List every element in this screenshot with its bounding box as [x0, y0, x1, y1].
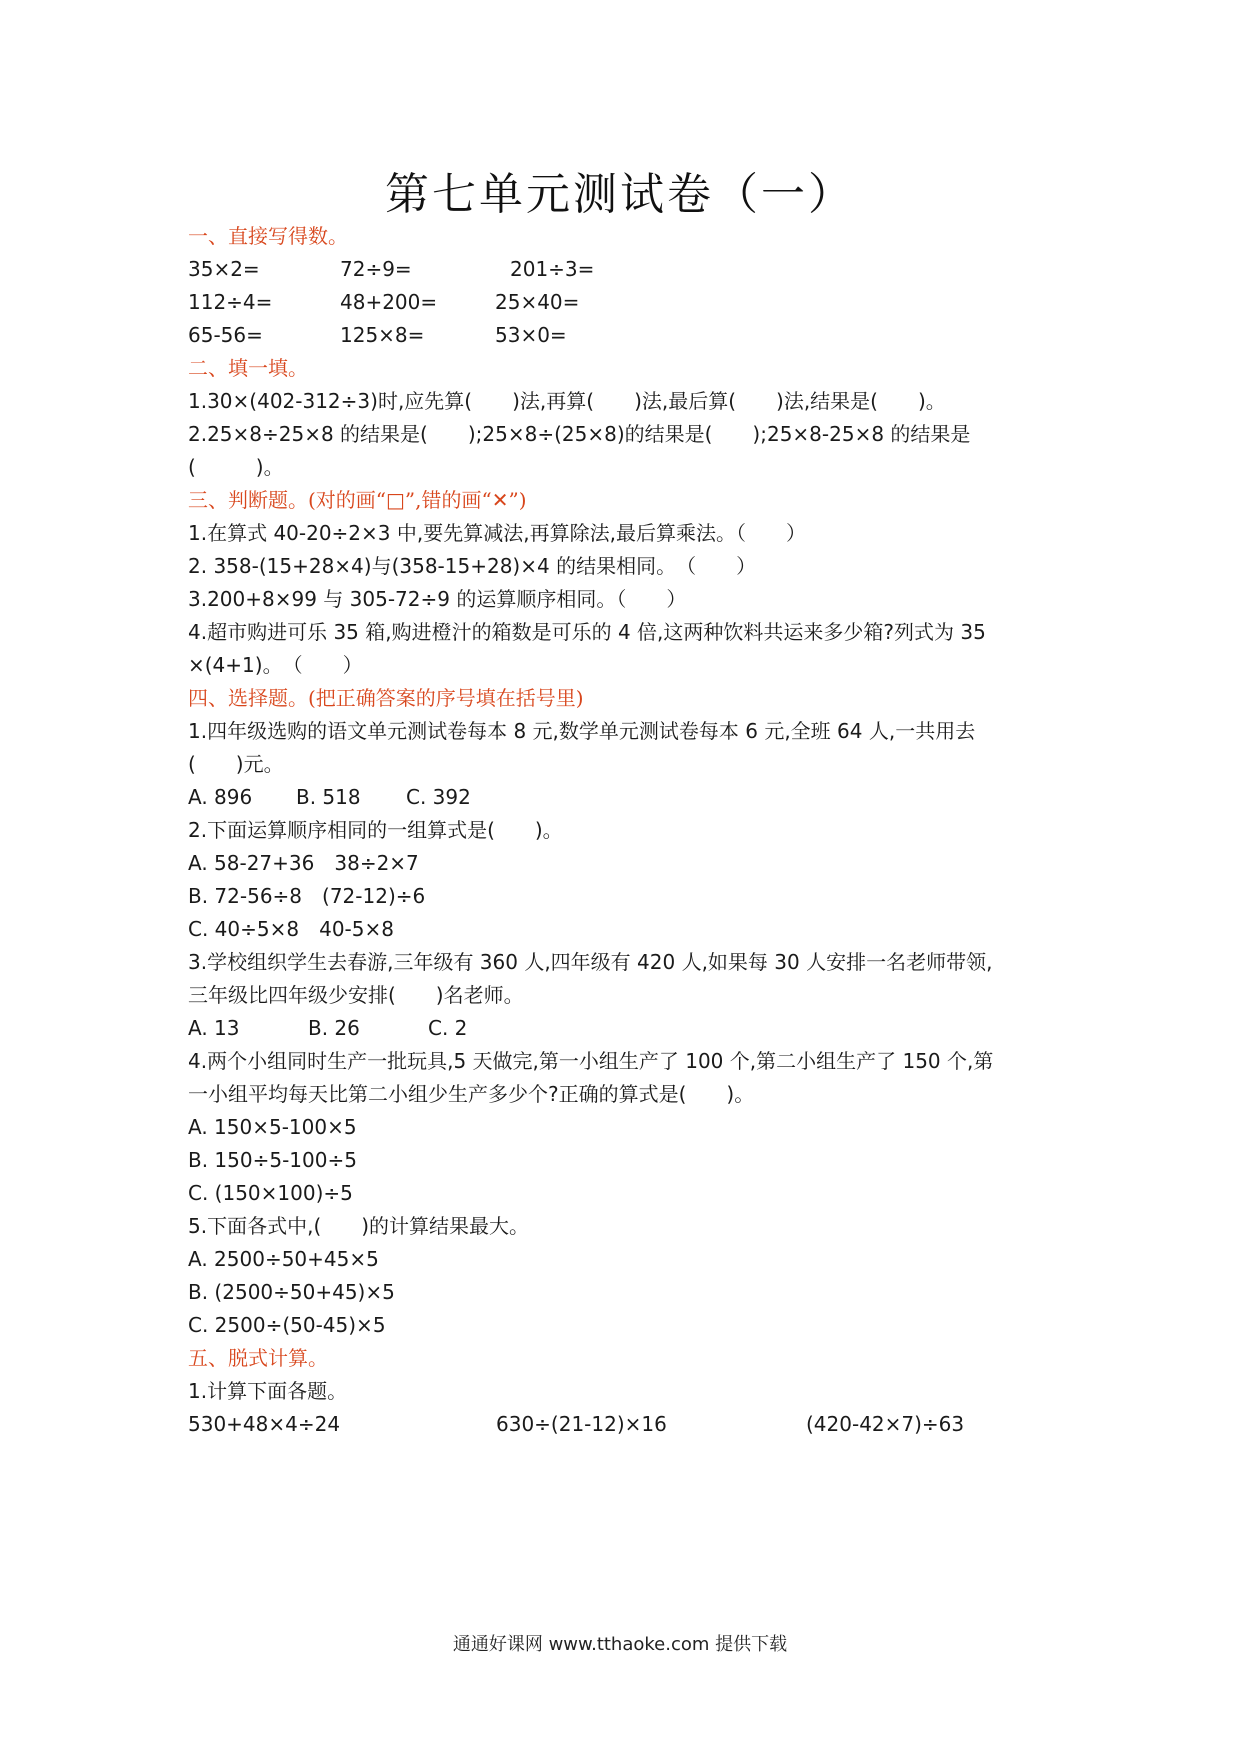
choice-option: C. 40÷5×8 40-5×8	[188, 917, 394, 941]
choice-option: B. 518	[296, 785, 361, 809]
oral-item: 53×0=	[495, 323, 567, 347]
judge-question-cont: ×(4+1)。 （ ）	[188, 653, 363, 677]
choice-option: B. 150÷5-100÷5	[188, 1148, 357, 1172]
fill-question: 2.25×8÷25×8 的结果是( );25×8÷(25×8)的结果是( );25×8-25×8 的结果是	[188, 422, 971, 446]
section-3-heading: 三、判断题。(对的画“□”,错的画“✕”)	[188, 488, 527, 512]
choice-option: B. (2500÷50+45)×5	[188, 1280, 395, 1304]
oral-row	[188, 319, 1068, 352]
fill-question-cont: ( )。	[188, 455, 284, 479]
choice-question: 5.下面各式中,( )的计算结果最大。	[188, 1214, 530, 1238]
calc-instruction: 1.计算下面各题。	[188, 1379, 348, 1403]
choice-options	[188, 781, 1068, 814]
judge-question: 3.200+8×99 与 305-72÷9 的运算顺序相同。（ ）	[188, 587, 687, 611]
calc-expression: 530+48×4÷24	[188, 1412, 341, 1436]
calc-row	[188, 1408, 1068, 1441]
oral-item: 48+200=	[340, 290, 438, 314]
exam-content	[188, 220, 1068, 1441]
choice-option: C. 2500÷(50-45)×5	[188, 1313, 386, 1337]
choice-question: 4.两个小组同时生产一批玩具,5 天做完,第一小组生产了 100 个,第二小组生产了 150 个,第	[188, 1049, 994, 1073]
judge-question: 2. 358-(15+28×4)与(358-15+28)×4 的结果相同。 （ ）	[188, 554, 757, 578]
oral-item: 72÷9=	[340, 257, 412, 281]
calc-expression: (420-42×7)÷63	[806, 1412, 965, 1436]
judge-question: 1.在算式 40-20÷2×3 中,要先算减法,再算除法,最后算乘法。（ ）	[188, 521, 806, 545]
section-1-heading: 一、直接写得数。	[188, 224, 348, 248]
choice-option: A. 58-27+36 38÷2×7	[188, 851, 419, 875]
judge-question: 4.超市购进可乐 35 箱,购进橙汁的箱数是可乐的 4 倍,这两种饮料共运来多少箱?列式为 35	[188, 620, 986, 644]
choice-question-cont: 三年级比四年级少安排( )名老师。	[188, 983, 524, 1007]
fill-question: 1.30×(402-312÷3)时,应先算( )法,再算( )法,最后算( )法,结果是( )。	[188, 389, 946, 413]
choice-option: A. 150×5-100×5	[188, 1115, 357, 1139]
choice-question-cont: 一小组平均每天比第二小组少生产多少个?正确的算式是( )。	[188, 1082, 755, 1106]
choice-option: B. 26	[308, 1016, 360, 1040]
choice-question-cont: ( )元。	[188, 752, 284, 776]
choice-option: C. (150×100)÷5	[188, 1181, 353, 1205]
section-5-heading: 五、脱式计算。	[188, 1346, 328, 1370]
oral-item: 35×2=	[188, 257, 260, 281]
oral-row	[188, 286, 1068, 319]
choice-question: 2.下面运算顺序相同的一组算式是( )。	[188, 818, 563, 842]
choice-question: 1.四年级选购的语文单元测试卷每本 8 元,数学单元测试卷每本 6 元,全班 64 人,一共用去	[188, 719, 976, 743]
oral-item: 25×40=	[495, 290, 580, 314]
calc-expression: 630÷(21-12)×16	[496, 1412, 667, 1436]
choice-options	[188, 1012, 1068, 1045]
page-title: 第七单元测试卷（一）	[385, 169, 855, 220]
choice-option: C. 392	[406, 785, 471, 809]
footer-credit: 通通好课网 www.tthaoke.com 提供下载	[452, 1634, 788, 1655]
oral-item: 201÷3=	[510, 257, 595, 281]
choice-option: C. 2	[428, 1016, 468, 1040]
choice-option: B. 72-56÷8 (72-12)÷6	[188, 884, 426, 908]
choice-option: A. 896	[188, 785, 253, 809]
choice-option: A. 13	[188, 1016, 240, 1040]
section-2-heading: 二、填一填。	[188, 356, 308, 380]
choice-question: 3.学校组织学生去春游,三年级有 360 人,四年级有 420 人,如果每 30 人安排一名老师带领,	[188, 950, 993, 974]
section-4-heading: 四、选择题。(把正确答案的序号填在括号里)	[188, 686, 584, 710]
oral-item: 125×8=	[340, 323, 425, 347]
oral-item: 112÷4=	[188, 290, 273, 314]
oral-row	[188, 253, 1068, 286]
choice-option: A. 2500÷50+45×5	[188, 1247, 379, 1271]
oral-item: 65-56=	[188, 323, 263, 347]
